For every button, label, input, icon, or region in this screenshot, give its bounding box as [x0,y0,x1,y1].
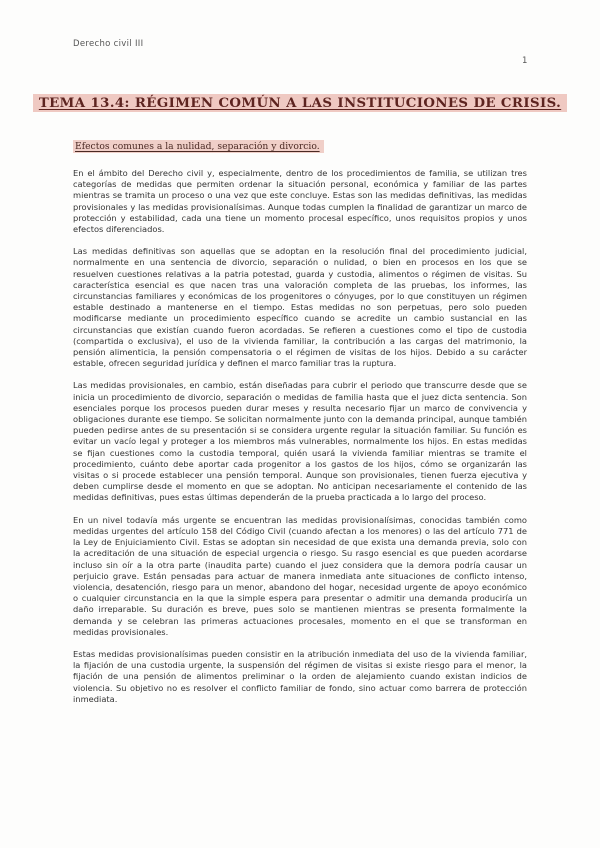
paragraph: En el ámbito del Derecho civil y, especialmente, dentro de los procedimientos de familia, se utilizan tres categorías de medidas que permiten ordenar la situación personal, económica y familiar de las partes mientras se tramita un proceso o una vez que este concluye. Estas son las medidas definitivas, las medidas provisionales y las medidas provisionalísimas. Aunque todas cumplen la finalidad de garantizar un marco de protección y estabilidad, cada una tiene un momento procesal específico, unos requisitos propios y unos efectos diferenciados. [73,168,527,235]
course-header: Derecho civil III [73,39,144,49]
document-title: TEMA 13.4: RÉGIMEN COMÚN A LAS INSTITUCIONES DE CRISIS. [33,94,567,112]
document-body [73,168,527,716]
section-heading: Efectos comunes a la nulidad, separación y divorcio. [73,140,324,153]
title-container [0,94,600,112]
paragraph: Las medidas provisionales, en cambio, están diseñadas para cubrir el periodo que transcurre desde que se inicia un procedimiento de divorcio, separación o medidas de familia hasta que el juez dicta sentencia. Son esenciales porque los procesos pueden durar meses y resulta necesario fijar un marco de convivencia y obligaciones durante ese tiempo. Se solicitan normalmente junto con la demanda principal, aunque también pueden pedirse antes de su presentación si se considera urgente regular la situación familiar. Su función es evitar un vacío legal y proteger a los miembros más vulnerables, normalmente los hijos. En estas medidas se fijan cuestiones como la custodia temporal, quién usará la vivienda familiar mientras se tramite el procedimiento, cuánto debe aportar cada progenitor a los gastos de los hijos, cómo se organizarán las visitas o si procede establecer una pensión temporal. Aunque son provisionales, tienen fuerza ejecutiva y deben cumplirse desde el momento en que se adoptan. No anticipan necesariamente el contenido de las medidas definitivas, pues estas últimas dependerán de la prueba practicada a lo largo del proceso. [73,380,527,503]
page-number: 1 [522,56,528,66]
paragraph: Las medidas definitivas son aquellas que se adoptan en la resolución final del procedimiento judicial, normalmente en una sentencia de divorcio, separación o nulidad, o bien en procesos en los que se resuelven cuestiones relativas a la patria potestad, guarda y custodia, alimentos o régimen de visitas. Su característica esencial es que nacen tras una valoración completa de las pruebas, los informes, las circunstancias familiares y económicas de los progenitores o cónyuges, por lo que constituyen un régimen estable destinado a mantenerse en el tiempo. Estas medidas no son perpetuas, pero solo pueden modificarse mediante un procedimiento específico cuando se acredite un cambio sustancial en las circunstancias que existían cuando fueron acordadas. Se refieren a cuestiones como el tipo de custodia (compartida o exclusiva), el uso de la vivienda familiar, la contribución a las cargas del matrimonio, la pensión alimenticia, la pensión compensatoria o el régimen de visitas de los hijos. Debido a su carácter estable, ofrecen seguridad jurídica y definen el marco familiar tras la ruptura. [73,246,527,369]
paragraph: En un nivel todavía más urgente se encuentran las medidas provisionalísimas, conocidas también como medidas urgentes del artículo 158 del Código Civil (cuando afectan a los menores) o las del artículo 771 de la Ley de Enjuiciamiento Civil. Estas se adoptan sin necesidad de que exista una demanda previa, solo con la acreditación de una situación de especial urgencia o riesgo. Su rasgo esencial es que pueden acordarse incluso sin oír a la otra parte (inaudita parte) cuando el juez considera que la demora podría causar un perjuicio grave. Están pensadas para actuar de manera inmediata ante situaciones de conflicto intenso, violencia, desatención, riesgo para un menor, abandono del hogar, necesidad urgente de apoyo económico o cualquier circunstancia en la que la simple espera para presentar o admitir una demanda produciría un daño irreparable. Su duración es breve, pues solo se mantienen mientras se presenta formalmente la demanda y se celebran las primeras actuaciones procesales, momento en el que se transforman en medidas provisionales. [73,514,527,637]
paragraph: Estas medidas provisionalísimas pueden consistir en la atribución inmediata del uso de la vivienda familiar, la fijación de una custodia urgente, la suspensión del régimen de visitas si existe riesgo para el menor, la fijación de una pensión de alimentos preliminar o la orden de alejamiento cuando existan indicios de violencia. Su objetivo no es resolver el conflicto familiar de fondo, sino actuar como barrera de protección inmediata. [73,648,527,704]
